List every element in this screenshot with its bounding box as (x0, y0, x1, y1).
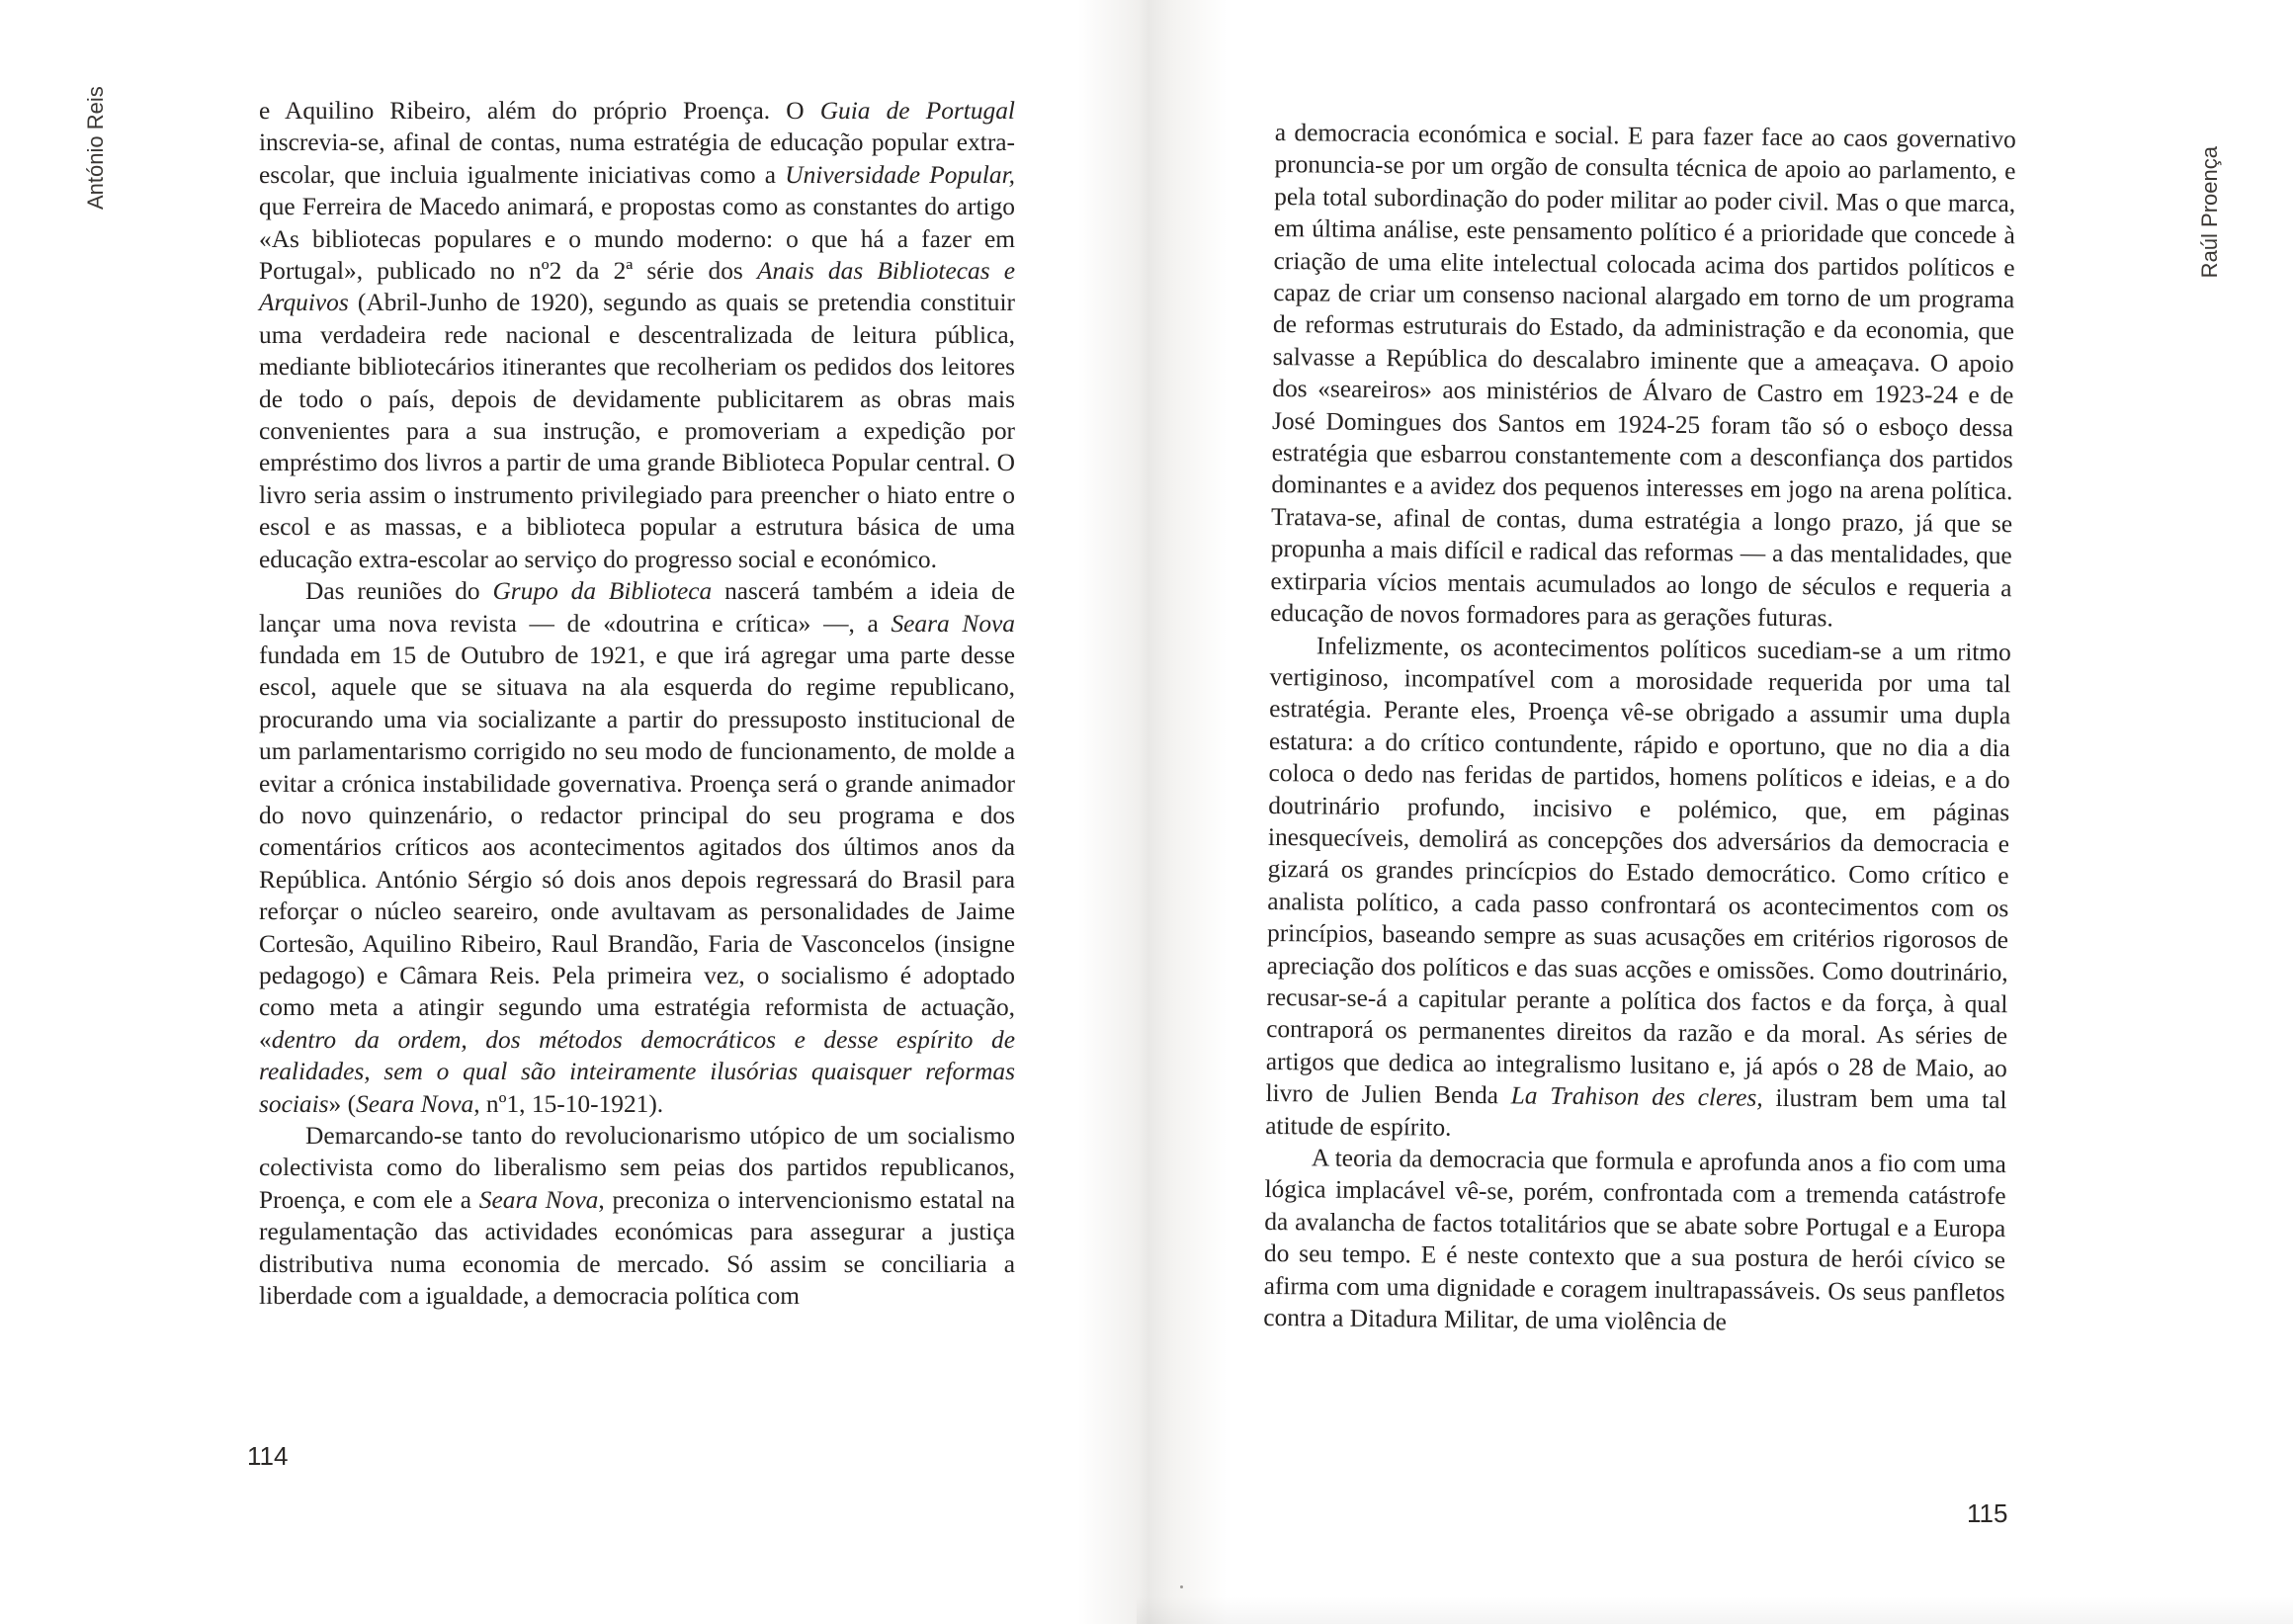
page-edge-shadow (1137, 1596, 2293, 1624)
left-paragraph-1 (259, 95, 1015, 575)
left-running-head: António Reis (83, 86, 108, 210)
right-running-head: Raúl Proença (2197, 146, 2222, 279)
right-paragraph-2 (1265, 629, 2011, 1149)
italic-text-run: Anais das Bibliotecas e Arquivos (259, 257, 1015, 317)
italic-text-run: La Trahison des cleres, (1510, 1081, 1763, 1112)
italic-text-run: Grupo da Biblioteca (492, 577, 713, 606)
text-run: , nº1, 15-10-1921). (473, 1089, 664, 1118)
text-run: e Aquilino Ribeiro, além do próprio Proença. O (259, 97, 820, 125)
text-run: » ( (328, 1089, 357, 1118)
text-run: que Ferreira de Macedo animará, e propostas como as constantes do artigo «As bibliotecas populares e o mundo moderno: o que há a fazer em Portugal», publicado no nº2 da 2ª série dos (259, 193, 1015, 286)
text-run: inscrevia-se, afinal de contas, numa estratégia de educação popular extra-escolar, que incluia igualmente iniciativas como a (259, 128, 1015, 189)
right-paragraph-1 (1270, 117, 2016, 637)
italic-text-run: Seara Nova (478, 1185, 599, 1214)
text-run: a democracia económica e social. E para fazer face ao caos governativo pronuncia-se por um orgão de consulta técnica de apoio ao parlamento, e pela total subordinação do poder militar ao poder civil. Mas o que marca, em última análise, este pensamento político é a prioridade que concede à criação de uma elite intelectual colocada acima dos partidos políticos e capaz de criar um consenso nacional alargado em torno de um programa de reformas estruturais do Estado, da administração e da economia, que salvasse a República do descalabro iminente que a ameaçava. O apoio dos «seareiros» aos ministérios de Álvaro de Castro em 1923-24 e de José Domingues dos Santos em 1924-25 foram tão só o esboço dessa estratégia que esbarrou constantemente com a desconfiança dos partidos dominantes e a avidez dos pequenos interesses em jogo na arena política. Tratava-se, afinal de contas, duma estratégia a longo prazo, já que se propunha a mais difícil e radical das reformas — a das mentalidades, que extirparia vícios mentais acumulados ao longo de séculos e requeria a educação de novos formadores para as gerações futuras. (1270, 118, 2016, 633)
text-run: Infelizmente, os acontecimentos políticos sucediam-se a um ritmo vertiginoso, incompatível com a morosidade requerida por uma tal estratégia. Perante eles, Proença vê-se obrigado a assumir uma dupla estatura: a do crítico contundente, rápido e oportuno, que no dia a dia coloca o dedo nas feridas de partidos, homens políticos e ideias, e a do doutrinário profundo, incisivo e polémico, que, em páginas inesquecíveis, demolirá as concepções dos adversários da democracia e gizará os grandes princícpios do Estado democrático. Como crítico e analista político, a cada passo confrontará os acontecimentos com os princípios, baseando sempre as suas acusações em critérios rigorosos de apreciação dos políticos e das suas acções e omissões. Como doutrinário, recusar-se-á a capitular perante a política dos factos e da força, à qual contraporá os permanentes direitos da razão e da moral. As séries de artigos que dedica ao integralismo lusitano e, já após o 28 de Maio, ao livro de Julien Benda (1265, 631, 2011, 1110)
right-page-body (1263, 117, 2016, 1341)
italic-text-run: dentro da ordem, dos métodos democráticos e desse espírito de realidades, sem o qual são inteiramente ilusórias quaisquer reformas sociais (259, 1025, 1015, 1118)
left-page-number: 114 (247, 1441, 289, 1471)
left-paragraph-3 (259, 1120, 1015, 1312)
text-run: Demarcando-se tanto do revolucionarismo utópico de um socialismo colectivista como do liberalismo sem peias dos partidos republicanos, Proença, e com ele a (259, 1122, 1015, 1214)
left-paragraph-2 (259, 575, 1015, 1120)
right-paragraph-3 (1263, 1142, 2006, 1341)
italic-text-run: Universidade Popular, (785, 160, 1015, 189)
text-run: A teoria da democracia que formula e aprofunda anos a fio com uma lógica implacável vê-se, porém, confrontada com a tremenda catástrofe da avalancha de factos totalitários que se abate sobre Portugal e a Europa do seu tempo. E é neste contexto que a sua postura de herói cívico se afirma com uma dignidade e coragem inultrapassáveis. Os seus panfletos contra a Ditadura Militar, de uma violência de (1263, 1144, 2006, 1336)
text-run: fundada em 15 de Outubro de 1921, e que irá agregar uma parte desse escol, aquele que se situava na ala esquerda do regime republicano, procurando uma via socializante a partir do pressuposto institucional de um parlamentarismo corrigido no seu modo de funcionamento, de molde a evitar a crónica instabilidade governativa. Proença será o grande animador do novo quinzenário, o redactor principal do seu programa e dos comentários críticos aos acontecimentos agitados dos últimos anos da República. António Sérgio só dois anos depois regressará do Brasil para reforçar o núcleo seareiro, onde avultavam as personalidades de Jaime Cortesão, Aquilino Ribeiro, Raul Brandão, Faria de Vasconcelos (insigne pedagogo) e Câmara Reis. Pela primeira vez, o socialismo é adoptado como meta a atingir segundo uma estratégia reformista de actuação, « (259, 641, 1015, 1054)
text-run: Das reuniões do (305, 577, 493, 606)
text-run: nascerá também a ideia de lançar uma nova revista — de «doutrina e crítica» —, a (259, 577, 1015, 638)
left-page-body (259, 95, 1015, 1312)
text-run: (Abril-Junho de 1920), segundo as quais se pretendia constituir uma verdadeira rede nacional e descentralizada de leitura pública, mediante bibliotecários itinerantes que recolheriam os pedidos dos leitores de todo o país, depois de devidamente publicitarem as obras mais convenientes para a sua instrução, e promoveriam a expedição por empréstimo dos livros a partir de uma grande Biblioteca Popular central. O livro seria assim o instrumento privilegiado para preencher o hiato entre o escol e as massas, e a biblioteca popular a estrutura básica de uma educação extra-escolar ao serviço do progresso social e económico. (259, 289, 1015, 573)
text-run: ilustram bem uma tal atitude de espírito. (1265, 1083, 2007, 1142)
italic-text-run: Guia de Portugal (819, 97, 1015, 125)
paper-speck (1180, 1585, 1183, 1588)
italic-text-run: Seara Nova (356, 1089, 474, 1118)
text-run: , preconiza o intervencionismo estatal na regulamentação das actividades económicas para assegurar a justiça distributiva numa economia de mercado. Só assim se conciliaria a liberdade com a igualdade, a democracia política com (259, 1185, 1015, 1311)
italic-text-run: Seara Nova (891, 609, 1015, 638)
right-page-number: 115 (1967, 1498, 2008, 1528)
